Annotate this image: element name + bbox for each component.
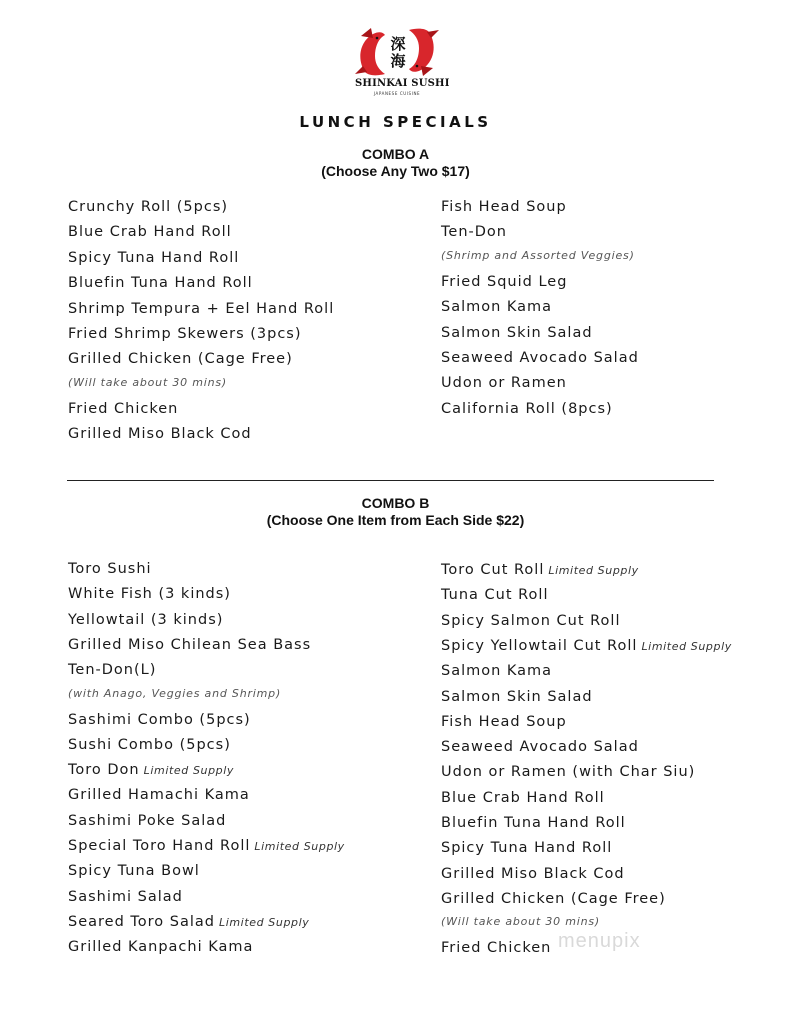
menu-item-label: Toro Don xyxy=(68,762,140,779)
menu-item-label: Salmon Kama xyxy=(441,663,553,680)
menu-item xyxy=(441,739,639,755)
menu-item xyxy=(68,301,334,317)
menu-item xyxy=(68,224,232,240)
menu-item xyxy=(68,275,253,291)
menu-item-label: Special Toro Hand Roll xyxy=(68,838,251,854)
menu-item-label: Bluefin Tuna Hand Roll xyxy=(68,275,253,292)
menu-item xyxy=(441,562,639,578)
menu-item-label: (with Anago, Veggies and Shrimp) xyxy=(68,686,282,700)
menu-item-label: Spicy Tuna Hand Roll xyxy=(441,840,613,857)
menu-item-label: Fried Chicken xyxy=(441,940,552,957)
section-divider xyxy=(67,480,714,481)
menu-item-label: (Will take about 30 mins) xyxy=(68,375,228,389)
menu-item xyxy=(441,199,567,215)
menu-item xyxy=(441,940,551,956)
logo-name: SHINKAI SUSHI xyxy=(355,78,450,89)
menu-item-label: Toro Cut Roll xyxy=(441,562,545,578)
menu-item-label: Shrimp Tempura + Eel Hand Roll xyxy=(68,300,335,317)
menu-item-label: Fried Squid Leg xyxy=(441,273,568,290)
menu-item xyxy=(68,813,226,829)
menu-item-label: Fried Shrimp Skewers (3pcs) xyxy=(68,326,302,342)
limited-supply-tag: Limited Supply xyxy=(641,639,732,653)
menu-item-label: Spicy Tuna Bowl xyxy=(68,863,200,880)
menu-item-label: Grilled Hamachi Kama xyxy=(68,787,250,804)
menu-item xyxy=(441,224,507,240)
menu-item-label: Udon or Ramen (with Char Siu) xyxy=(441,764,696,781)
menu-item-label: Yellowtail (3 kinds) xyxy=(68,611,224,628)
menu-item-label: Seaweed Avocado Salad xyxy=(441,350,639,366)
menu-item xyxy=(68,662,156,678)
menu-item xyxy=(441,866,625,882)
menu-item xyxy=(68,637,311,653)
menu-item-label: Salmon Skin Salad xyxy=(441,324,593,341)
menu-item xyxy=(441,689,593,705)
menu-item-label: Grilled Miso Black Cod xyxy=(68,426,252,443)
menu-item xyxy=(441,299,552,315)
menu-item-label: White Fish (3 kinds) xyxy=(68,586,231,603)
menu-item-label: Seaweed Avocado Salad xyxy=(441,739,639,756)
menu-item-label: Fish Head Soup xyxy=(441,199,567,215)
menu-item xyxy=(441,663,552,679)
menu-item xyxy=(441,350,639,366)
menu-item xyxy=(441,613,620,629)
menu-item-note xyxy=(441,249,635,262)
menu-item-label: Spicy Salmon Cut Roll xyxy=(441,612,621,629)
menu-item-label: Fish Head Soup xyxy=(441,713,567,730)
combo-b-title: COMBO B xyxy=(361,495,430,511)
menu-item xyxy=(68,401,178,417)
restaurant-logo xyxy=(355,26,450,100)
limited-supply-tag: Limited Supply xyxy=(143,764,235,778)
menu-item-label: Grilled Chicken (Cage Free) xyxy=(441,890,666,907)
menu-item-label: Seared Toro Salad xyxy=(68,913,215,930)
menu-item-label: Spicy Tuna Hand Roll xyxy=(68,249,240,266)
menu-item xyxy=(68,426,252,442)
menu-item xyxy=(441,714,567,730)
menu-item xyxy=(441,815,626,831)
menu-item-label: Grilled Chicken (Cage Free) xyxy=(68,351,293,368)
menu-item xyxy=(441,274,567,290)
limited-supply-tag: Limited Supply xyxy=(254,840,345,853)
menu-item-label: Tuna Cut Roll xyxy=(441,587,549,604)
menu-item xyxy=(68,250,239,266)
menu-item xyxy=(441,375,567,391)
menu-item xyxy=(68,889,183,905)
page-title: LUNCH SPECIALS xyxy=(299,113,492,131)
menu-item-label: Blue Crab Hand Roll xyxy=(441,789,605,806)
menu-item xyxy=(68,737,231,753)
limited-supply-tag: Limited Supply xyxy=(548,564,639,577)
menu-item-label: Salmon Skin Salad xyxy=(441,688,593,705)
menu-item-note xyxy=(68,376,227,389)
menu-item-label: Sashimi Combo (5pcs) xyxy=(68,711,251,728)
menu-item xyxy=(441,638,732,654)
menu-item-label: Sushi Combo (5pcs) xyxy=(68,736,231,753)
menu-item-label: Grilled Miso Chilean Sea Bass xyxy=(68,636,312,653)
limited-supply-tag: Limited Supply xyxy=(218,915,310,929)
combo-a-title: COMBO A xyxy=(361,146,430,162)
menu-item-note xyxy=(441,915,600,928)
menu-item xyxy=(68,561,152,577)
combo-b-subtitle: (Choose One Item from Each Side $22) xyxy=(266,512,525,528)
menu-item xyxy=(441,764,695,780)
menu-item-label: Grilled Kanpachi Kama xyxy=(68,939,254,956)
menu-item xyxy=(68,863,200,879)
menu-item-label: (Shrimp and Assorted Veggies) xyxy=(441,248,635,262)
menu-item xyxy=(68,351,293,367)
menu-item-label: Ten-Don xyxy=(441,224,507,241)
menu-item xyxy=(68,612,223,628)
menu-item xyxy=(441,325,593,341)
menu-item xyxy=(68,762,234,778)
menu-item-label: Salmon Kama xyxy=(441,299,553,316)
menu-item-label: Bluefin Tuna Hand Roll xyxy=(441,815,626,831)
watermark: menupix xyxy=(558,930,641,952)
menu-item-label: Sashimi Poke Salad xyxy=(68,812,227,829)
menu-item xyxy=(441,891,666,907)
menu-item-label: Udon or Ramen xyxy=(441,375,567,392)
menu-item xyxy=(68,326,302,342)
combo-a-subtitle: (Choose Any Two $17) xyxy=(321,163,470,179)
menu-item-label: Sashimi Salad xyxy=(68,888,183,905)
menu-item xyxy=(441,790,605,806)
menu-item xyxy=(68,787,250,803)
menu-item xyxy=(68,712,251,728)
menu-item xyxy=(441,401,613,417)
menu-item-label: (Will take about 30 mins) xyxy=(441,915,601,929)
menu-item-label: Spicy Yellowtail Cut Roll xyxy=(441,637,638,654)
menu-item xyxy=(68,199,228,215)
menu-item-note xyxy=(68,687,281,700)
menu-item xyxy=(68,586,231,602)
menu-item xyxy=(441,587,549,603)
logo-subtitle: JAPANESE CUISINE xyxy=(373,91,421,96)
menu-item-label: Crunchy Roll (5pcs) xyxy=(68,199,229,215)
menu-item-label: Grilled Miso Black Cod xyxy=(441,865,625,882)
menu-item xyxy=(441,840,612,856)
menu-item-label: Ten-Don(L) xyxy=(68,662,157,679)
menu-item xyxy=(68,838,345,854)
menu-item-label: Toro Sushi xyxy=(68,561,152,577)
logo-kanji: 深海 xyxy=(390,35,406,70)
menu-item-label: Fried Chicken xyxy=(68,400,179,417)
menu-item-label: California Roll (8pcs) xyxy=(441,400,613,417)
menu-item xyxy=(68,939,253,955)
menu-item xyxy=(68,914,309,930)
menu-item-label: Blue Crab Hand Roll xyxy=(68,224,232,241)
